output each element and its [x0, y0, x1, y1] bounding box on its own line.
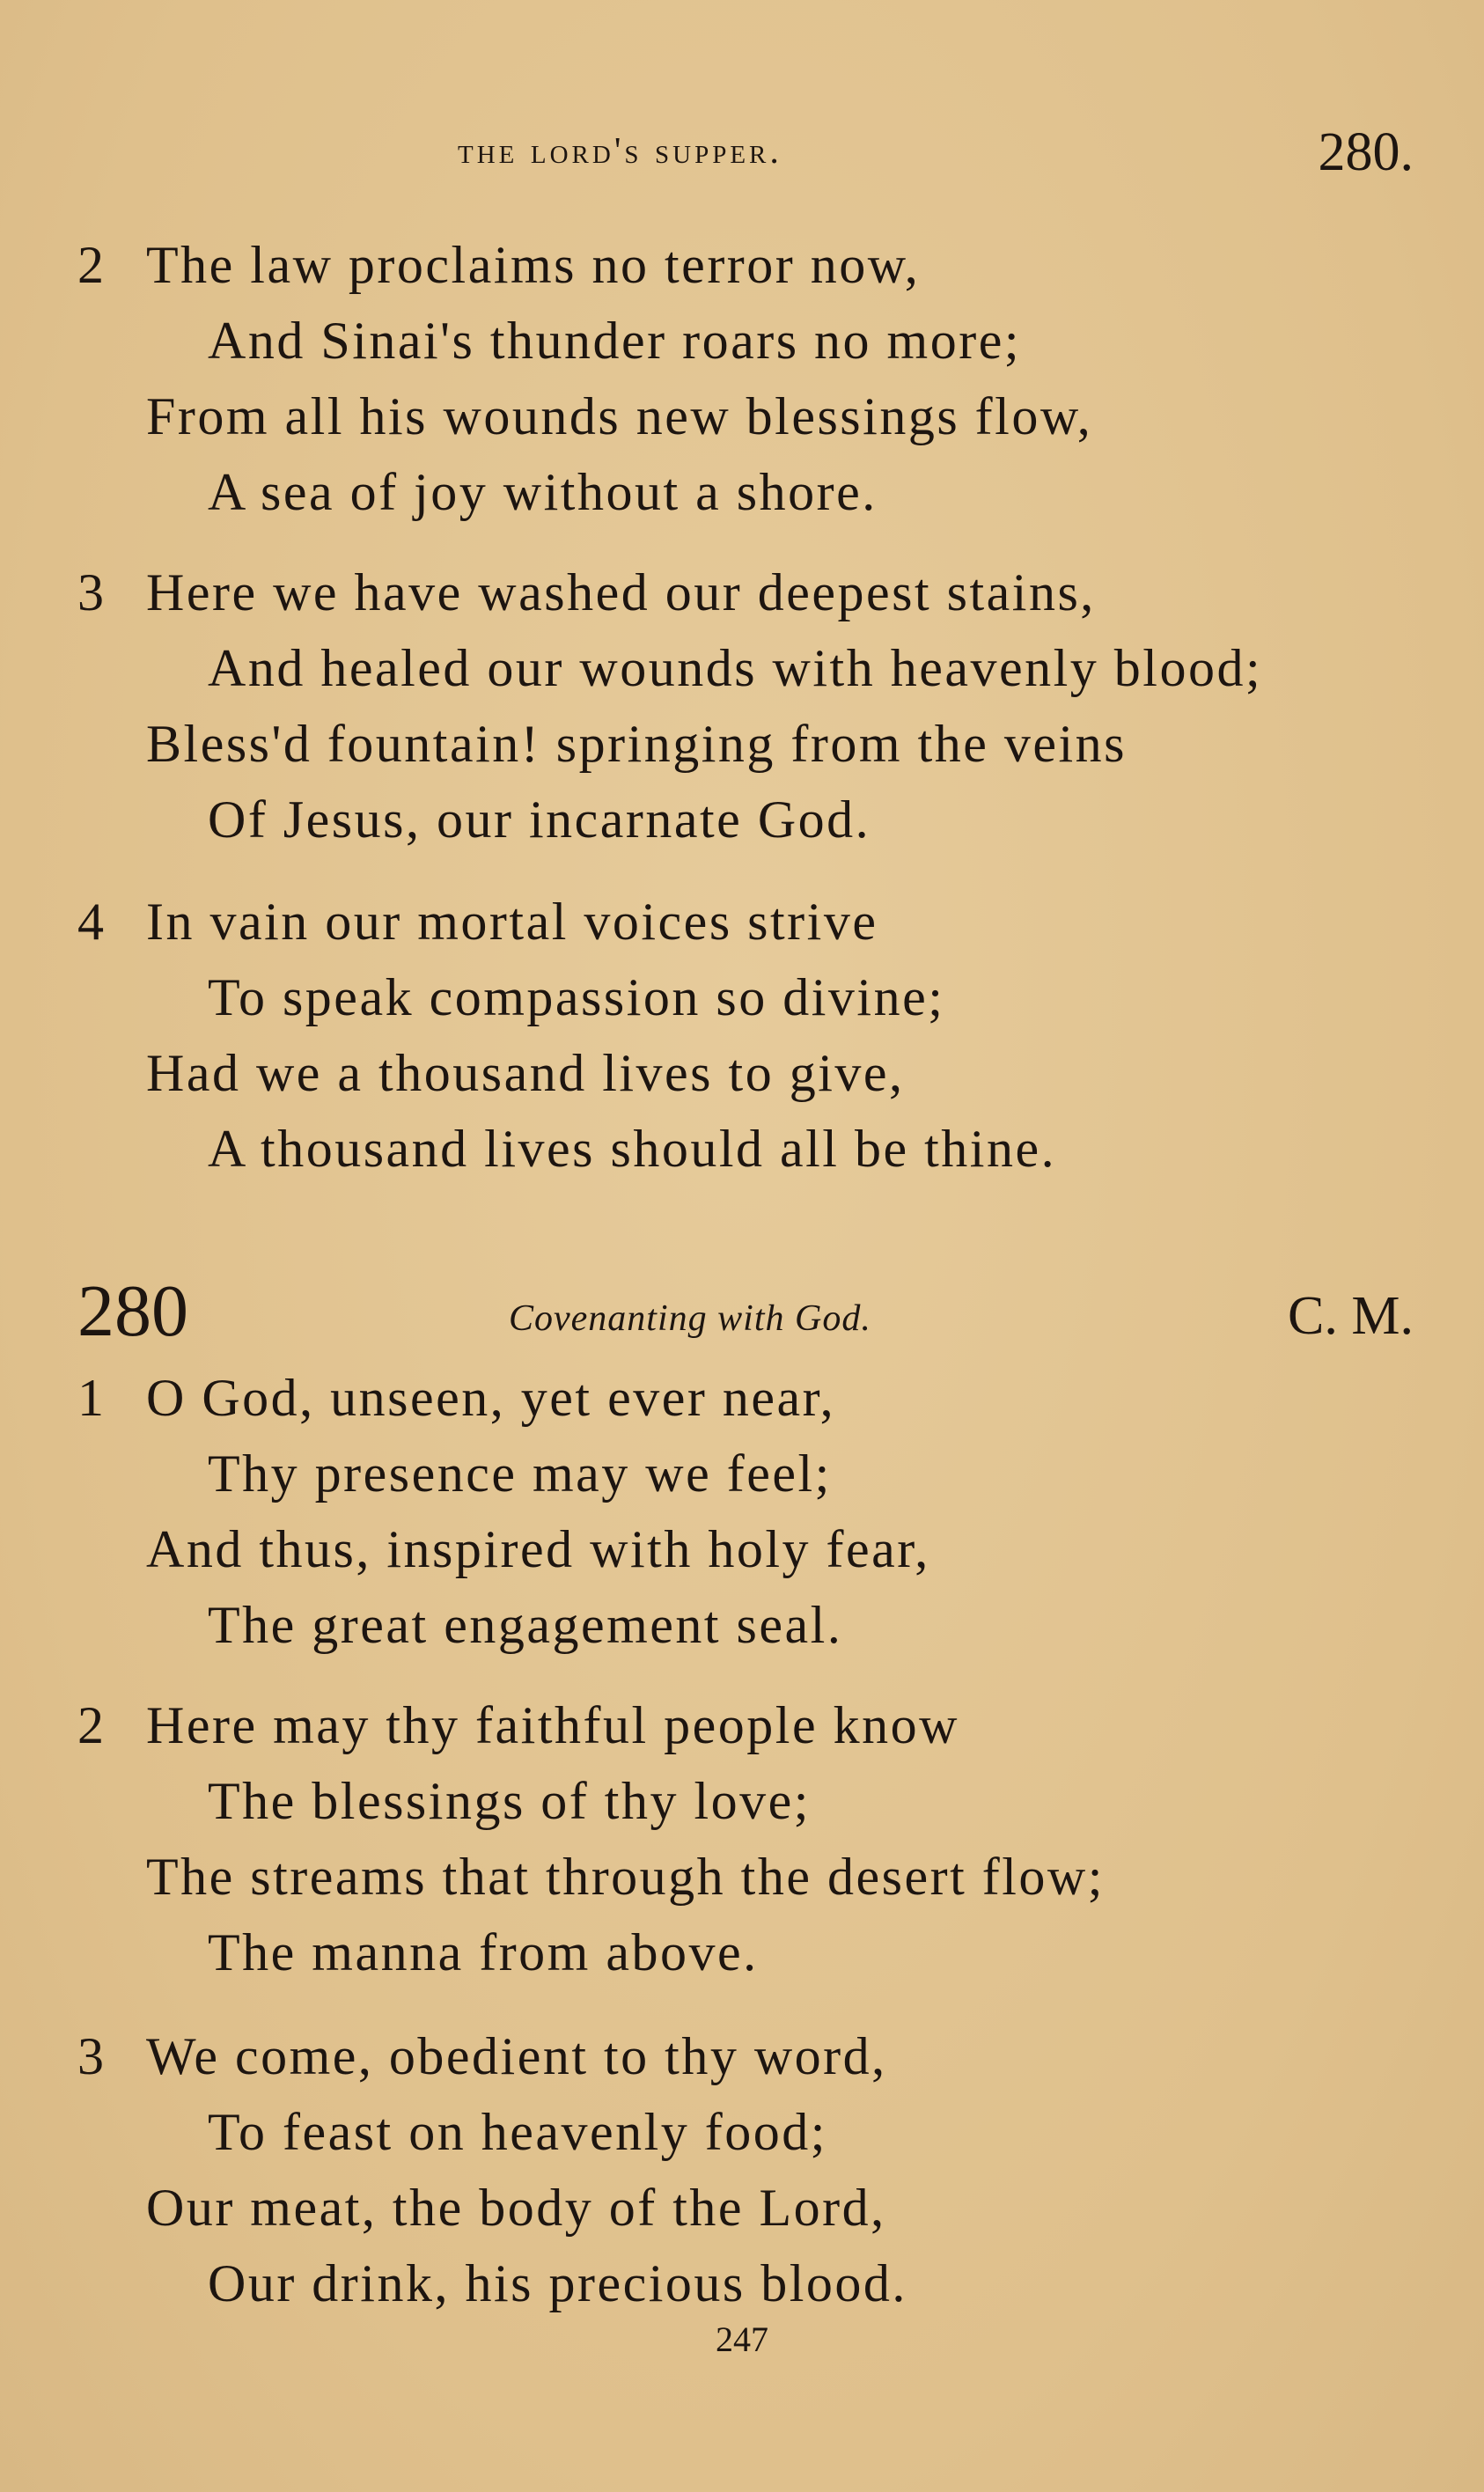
verse-text: From all his wounds new blessings flow,: [146, 387, 1093, 445]
verse-text: And thus, inspired with holy fear,: [146, 1520, 930, 1578]
verse-text: Had we a thousand lives to give,: [146, 1044, 905, 1102]
verse-text: And healed our wounds with heavenly blood;: [208, 639, 1263, 697]
stanza-number: 1: [77, 1369, 107, 1427]
verse-text: Here may thy faithful people know: [146, 1696, 959, 1754]
hymn-number: 280: [77, 1270, 188, 1352]
stanza-number: 2: [77, 1696, 107, 1754]
verse-text: Our meat, the body of the Lord,: [146, 2179, 886, 2237]
hymn-heading: [77, 1268, 1414, 1356]
verse-text: The law proclaims no terror now,: [146, 236, 921, 294]
stanza-number: 3: [77, 2027, 107, 2085]
stanza-number: 2: [77, 236, 107, 294]
verse-text: Bless'd fountain! springing from the veins: [146, 715, 1128, 773]
verse-text: We come, obedient to thy word,: [146, 2027, 887, 2085]
verse-text: The great engagement seal.: [208, 1596, 843, 1654]
verse-text: A sea of joy without a shore.: [208, 463, 878, 521]
verse-text: The streams that through the desert flow;: [146, 1848, 1105, 1906]
stanza-number: 3: [77, 563, 107, 621]
stanza-number: 4: [77, 893, 107, 951]
page-number: 247: [716, 2319, 768, 2359]
running-head: the lord's supper.: [458, 131, 782, 172]
verse-text: And Sinai's thunder roars no more;: [208, 312, 1022, 370]
verse-text: To feast on heavenly food;: [208, 2103, 827, 2161]
hymn-meter: C. M.: [1288, 1286, 1414, 1346]
verse-text: In vain our mortal voices strive: [146, 893, 878, 951]
verse-text: Thy presence may we feel;: [208, 1444, 832, 1503]
verse-text: A thousand lives should all be thine.: [208, 1120, 1057, 1178]
verse-text: O God, unseen, yet ever near,: [146, 1369, 836, 1427]
verse-text: Of Jesus, our incarnate God.: [208, 790, 871, 849]
verse-text: To speak compassion so divine;: [208, 968, 945, 1026]
verse-text: Here we have washed our deepest stains,: [146, 563, 1096, 621]
hymn-title: Covenanting with God.: [509, 1298, 871, 1339]
verse-text: The blessings of thy love;: [208, 1772, 811, 1830]
verse-text: The manna from above.: [208, 1923, 759, 1981]
running-hymn-number: 280.: [1318, 122, 1414, 182]
verse-text: Our drink, his precious blood.: [208, 2254, 907, 2312]
